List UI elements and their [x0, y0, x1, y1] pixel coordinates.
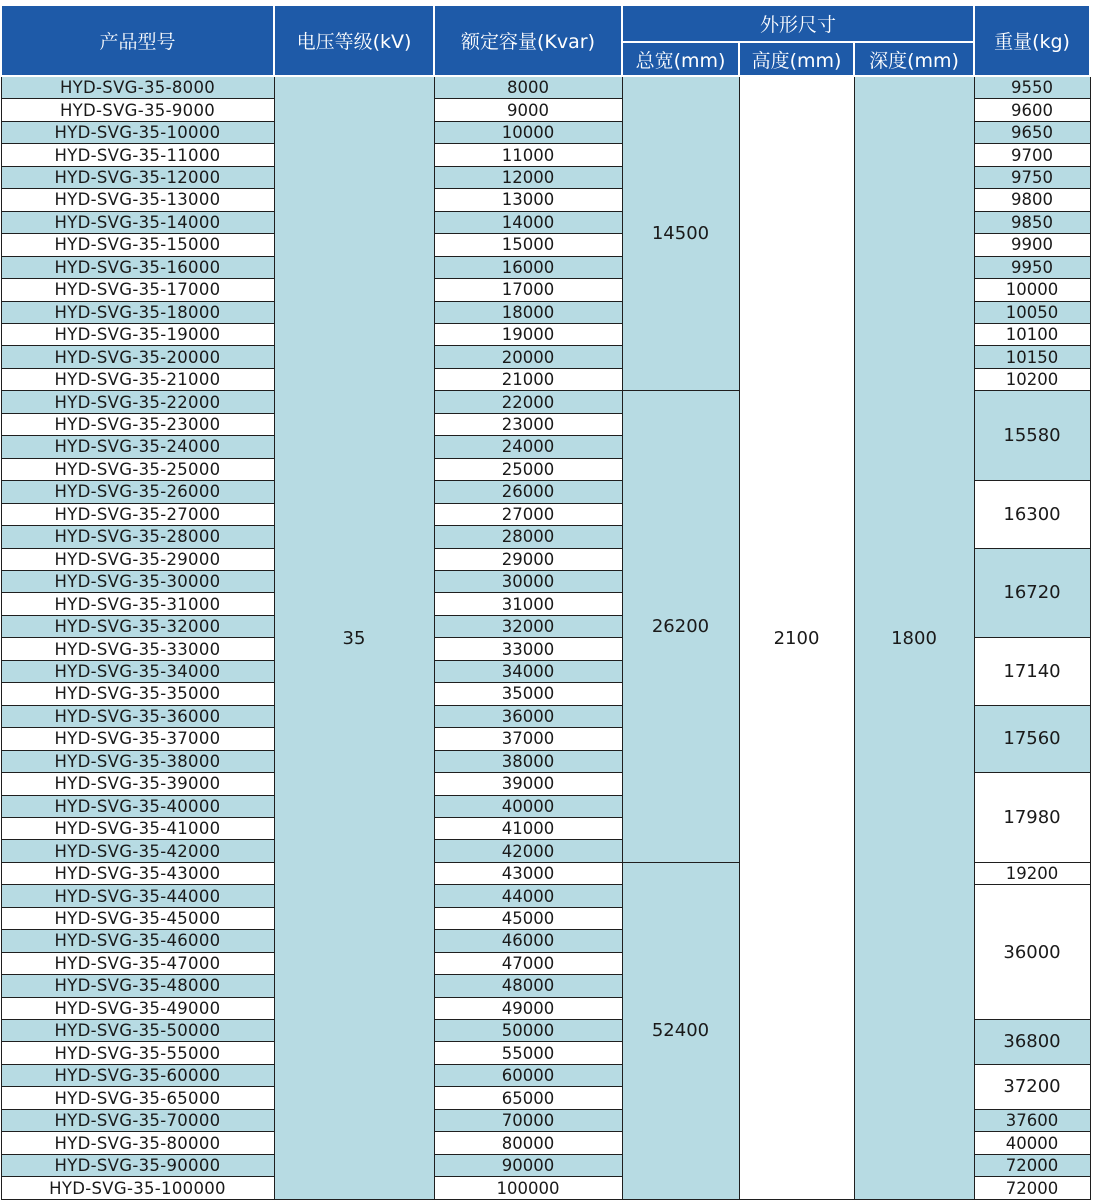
- table-row: [1, 76, 1090, 99]
- cell-capacity: 50000: [434, 1020, 622, 1042]
- cell-model: HYD-SVG-35-29000: [1, 548, 274, 570]
- cell-capacity: 9000: [434, 99, 622, 121]
- cell-capacity: 16000: [434, 256, 622, 278]
- cell-model: HYD-SVG-35-16000: [1, 256, 274, 278]
- cell-capacity: 15000: [434, 234, 622, 256]
- cell-capacity: 8000: [434, 76, 622, 99]
- cell-depth: 1800: [854, 76, 974, 1200]
- cell-model: HYD-SVG-35-42000: [1, 840, 274, 862]
- cell-model: HYD-SVG-35-60000: [1, 1064, 274, 1086]
- cell-model: HYD-SVG-35-41000: [1, 817, 274, 839]
- cell-capacity: 100000: [434, 1177, 622, 1200]
- cell-weight: 10100: [974, 323, 1090, 345]
- cell-model: HYD-SVG-35-22000: [1, 391, 274, 413]
- cell-capacity: 35000: [434, 683, 622, 705]
- cell-capacity: 18000: [434, 301, 622, 323]
- cell-model: HYD-SVG-35-18000: [1, 301, 274, 323]
- cell-weight: 9600: [974, 99, 1090, 121]
- cell-weight: 40000: [974, 1132, 1090, 1154]
- cell-model: HYD-SVG-35-80000: [1, 1132, 274, 1154]
- cell-capacity: 32000: [434, 615, 622, 637]
- header-voltage: 电压等级(kV): [274, 5, 434, 76]
- cell-capacity: 40000: [434, 795, 622, 817]
- cell-model: HYD-SVG-35-39000: [1, 773, 274, 795]
- cell-weight: 9700: [974, 144, 1090, 166]
- cell-model: HYD-SVG-35-30000: [1, 570, 274, 592]
- cell-capacity: 10000: [434, 121, 622, 143]
- cell-model: HYD-SVG-35-34000: [1, 660, 274, 682]
- cell-capacity: 21000: [434, 368, 622, 390]
- cell-model: HYD-SVG-35-28000: [1, 526, 274, 548]
- cell-model: HYD-SVG-35-8000: [1, 76, 274, 99]
- cell-capacity: 39000: [434, 773, 622, 795]
- cell-weight: 72000: [974, 1154, 1090, 1176]
- cell-model: HYD-SVG-35-27000: [1, 503, 274, 525]
- header-model: 产品型号: [1, 5, 274, 76]
- cell-capacity: 45000: [434, 907, 622, 929]
- cell-capacity: 29000: [434, 548, 622, 570]
- cell-weight: 9750: [974, 166, 1090, 188]
- cell-weight: 19200: [974, 862, 1090, 884]
- header-capacity: 额定容量(Kvar): [434, 5, 622, 76]
- cell-model: HYD-SVG-35-38000: [1, 750, 274, 772]
- cell-model: HYD-SVG-35-43000: [1, 862, 274, 884]
- cell-capacity: 28000: [434, 526, 622, 548]
- cell-model: HYD-SVG-35-23000: [1, 413, 274, 435]
- cell-model: HYD-SVG-35-36000: [1, 705, 274, 727]
- cell-model: HYD-SVG-35-15000: [1, 234, 274, 256]
- cell-model: HYD-SVG-35-24000: [1, 436, 274, 458]
- cell-weight: 17980: [974, 773, 1090, 863]
- cell-model: HYD-SVG-35-14000: [1, 211, 274, 233]
- cell-model: HYD-SVG-35-35000: [1, 683, 274, 705]
- cell-model: HYD-SVG-35-49000: [1, 997, 274, 1019]
- cell-model: HYD-SVG-35-32000: [1, 615, 274, 637]
- cell-capacity: 49000: [434, 997, 622, 1019]
- cell-width: 14500: [622, 76, 739, 391]
- cell-model: HYD-SVG-35-19000: [1, 323, 274, 345]
- cell-capacity: 30000: [434, 570, 622, 592]
- cell-capacity: 19000: [434, 323, 622, 345]
- cell-weight: 10200: [974, 368, 1090, 390]
- cell-model: HYD-SVG-35-40000: [1, 795, 274, 817]
- cell-width: 52400: [622, 862, 739, 1199]
- cell-capacity: 25000: [434, 458, 622, 480]
- cell-model: HYD-SVG-35-65000: [1, 1087, 274, 1109]
- cell-weight: 36800: [974, 1020, 1090, 1065]
- cell-capacity: 34000: [434, 660, 622, 682]
- cell-capacity: 70000: [434, 1109, 622, 1131]
- cell-capacity: 31000: [434, 593, 622, 615]
- cell-capacity: 48000: [434, 975, 622, 997]
- cell-model: HYD-SVG-35-33000: [1, 638, 274, 660]
- cell-capacity: 55000: [434, 1042, 622, 1064]
- cell-capacity: 65000: [434, 1087, 622, 1109]
- cell-capacity: 22000: [434, 391, 622, 413]
- cell-capacity: 80000: [434, 1132, 622, 1154]
- cell-weight: 16300: [974, 481, 1090, 548]
- cell-capacity: 24000: [434, 436, 622, 458]
- cell-capacity: 36000: [434, 705, 622, 727]
- cell-model: HYD-SVG-35-12000: [1, 166, 274, 188]
- cell-capacity: 38000: [434, 750, 622, 772]
- cell-width: 26200: [622, 391, 739, 863]
- cell-weight: 9900: [974, 234, 1090, 256]
- cell-weight: 17560: [974, 705, 1090, 772]
- cell-weight: 37200: [974, 1064, 1090, 1109]
- cell-capacity: 33000: [434, 638, 622, 660]
- cell-model: HYD-SVG-35-48000: [1, 975, 274, 997]
- cell-model: HYD-SVG-35-26000: [1, 481, 274, 503]
- cell-model: HYD-SVG-35-31000: [1, 593, 274, 615]
- header-width: 总宽(mm): [622, 42, 739, 76]
- cell-model: HYD-SVG-35-45000: [1, 907, 274, 929]
- cell-capacity: 44000: [434, 885, 622, 907]
- cell-model: HYD-SVG-35-55000: [1, 1042, 274, 1064]
- cell-model: HYD-SVG-35-11000: [1, 144, 274, 166]
- cell-weight: 17140: [974, 638, 1090, 705]
- cell-model: HYD-SVG-35-9000: [1, 99, 274, 121]
- cell-voltage: 35: [274, 76, 434, 1200]
- cell-height: 2100: [739, 76, 854, 1200]
- header-weight: 重量(kg): [974, 5, 1090, 76]
- header-height: 高度(mm): [739, 42, 854, 76]
- cell-weight: 9800: [974, 189, 1090, 211]
- cell-capacity: 43000: [434, 862, 622, 884]
- cell-capacity: 42000: [434, 840, 622, 862]
- header-dimensions: 外形尺寸: [622, 5, 974, 42]
- cell-model: HYD-SVG-35-46000: [1, 930, 274, 952]
- cell-model: HYD-SVG-35-47000: [1, 952, 274, 974]
- cell-capacity: 14000: [434, 211, 622, 233]
- cell-model: HYD-SVG-35-70000: [1, 1109, 274, 1131]
- cell-capacity: 41000: [434, 817, 622, 839]
- cell-capacity: 26000: [434, 481, 622, 503]
- cell-weight: 16720: [974, 548, 1090, 638]
- cell-model: HYD-SVG-35-10000: [1, 121, 274, 143]
- cell-model: HYD-SVG-35-50000: [1, 1020, 274, 1042]
- cell-model: HYD-SVG-35-17000: [1, 279, 274, 301]
- cell-weight: 15580: [974, 391, 1090, 481]
- header-depth: 深度(mm): [854, 42, 974, 76]
- cell-model: HYD-SVG-35-90000: [1, 1154, 274, 1176]
- cell-model: HYD-SVG-35-44000: [1, 885, 274, 907]
- cell-capacity: 20000: [434, 346, 622, 368]
- cell-capacity: 37000: [434, 728, 622, 750]
- cell-capacity: 46000: [434, 930, 622, 952]
- cell-capacity: 17000: [434, 279, 622, 301]
- cell-capacity: 90000: [434, 1154, 622, 1176]
- cell-weight: 36000: [974, 885, 1090, 1020]
- cell-model: HYD-SVG-35-20000: [1, 346, 274, 368]
- cell-weight: 9550: [974, 76, 1090, 99]
- cell-capacity: 12000: [434, 166, 622, 188]
- cell-model: HYD-SVG-35-37000: [1, 728, 274, 750]
- cell-weight: 72000: [974, 1177, 1090, 1200]
- cell-capacity: 27000: [434, 503, 622, 525]
- cell-model: HYD-SVG-35-21000: [1, 368, 274, 390]
- cell-model: HYD-SVG-35-13000: [1, 189, 274, 211]
- table-body: [1, 76, 1090, 1200]
- cell-weight: 9850: [974, 211, 1090, 233]
- cell-capacity: 60000: [434, 1064, 622, 1086]
- cell-capacity: 11000: [434, 144, 622, 166]
- cell-weight: 10050: [974, 301, 1090, 323]
- cell-capacity: 13000: [434, 189, 622, 211]
- cell-weight: 9950: [974, 256, 1090, 278]
- table-header: [1, 5, 1090, 76]
- cell-weight: 37600: [974, 1109, 1090, 1131]
- cell-capacity: 23000: [434, 413, 622, 435]
- cell-weight: 10150: [974, 346, 1090, 368]
- cell-weight: 9650: [974, 121, 1090, 143]
- cell-model: HYD-SVG-35-25000: [1, 458, 274, 480]
- spec-table: [0, 4, 1091, 1200]
- cell-model: HYD-SVG-35-100000: [1, 1177, 274, 1200]
- cell-weight: 10000: [974, 279, 1090, 301]
- cell-capacity: 47000: [434, 952, 622, 974]
